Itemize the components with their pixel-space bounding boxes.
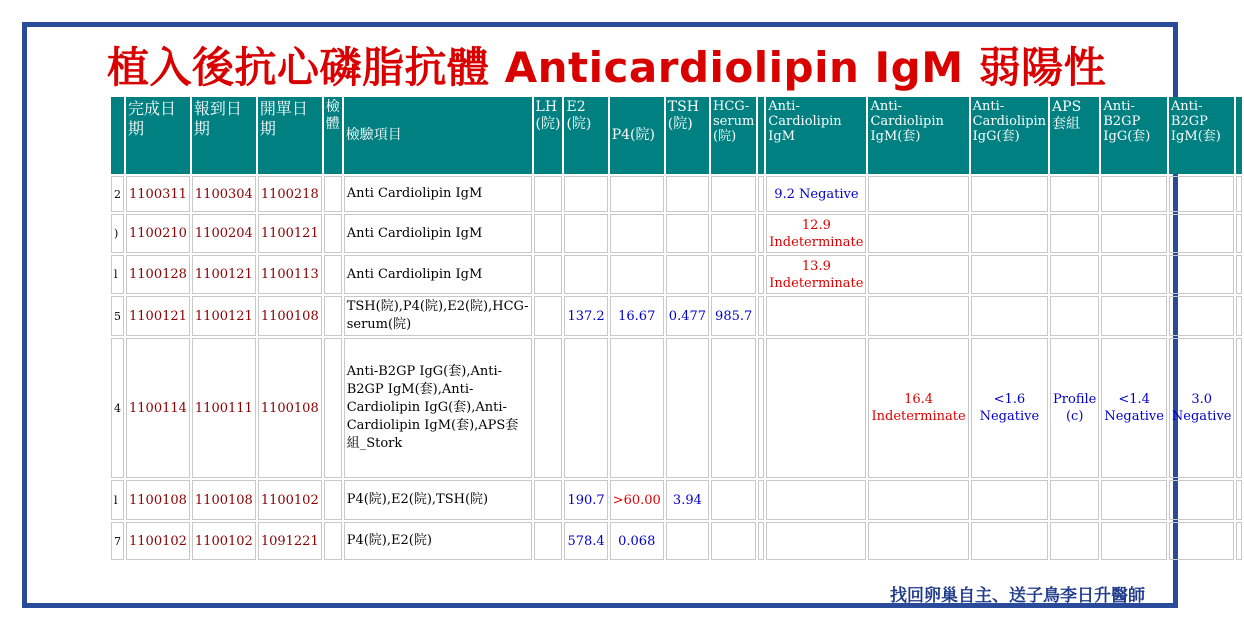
table-row[interactable] [111, 480, 1242, 520]
tsh-cell [666, 214, 709, 253]
row-cut-cell: ) [111, 214, 124, 253]
done-date-cell: 1100210 [126, 214, 190, 253]
b2gp-igg-cell [1101, 176, 1167, 212]
e2-cell: 578.4 [564, 522, 607, 560]
table-row[interactable] [111, 176, 1242, 212]
acl-igg-set-cell [971, 522, 1048, 560]
table-row[interactable] [111, 296, 1242, 336]
b2gp-igg-cell [1101, 480, 1167, 520]
lh-cell [534, 522, 563, 560]
acl-igm-set-cell [868, 296, 968, 336]
order-date-cell: 1100108 [258, 338, 322, 478]
acl-igg-set-cell [971, 480, 1048, 520]
hcg-cell [711, 480, 756, 520]
e2-cell: 190.7 [564, 480, 607, 520]
lh-cell [534, 338, 563, 478]
specimen-cell [324, 176, 342, 212]
acl-igm-set-cell [868, 522, 968, 560]
specimen-cell [324, 255, 342, 294]
report-date-cell: 1100121 [192, 255, 256, 294]
order-date-cell: 1100218 [258, 176, 322, 212]
acl-igg-set-cell [971, 255, 1048, 294]
lh-cell [534, 480, 563, 520]
done-date-cell: 1100121 [126, 296, 190, 336]
acl-igm-set-cell [868, 176, 968, 212]
hcg-cell [711, 214, 756, 253]
acl-igm-cell: 13.9 Indeterminate [766, 255, 866, 294]
tsh-cell [666, 522, 709, 560]
b2gp-igg-cell [1101, 255, 1167, 294]
e2-cell [564, 338, 607, 478]
row-cut-cell: 2 [111, 176, 124, 212]
specimen-cell [324, 296, 342, 336]
e2-cell [564, 214, 607, 253]
report-date-cell: 1100204 [192, 214, 256, 253]
edge-cell [1236, 522, 1242, 560]
b2gp-igg-cell [1101, 214, 1167, 253]
header-cut-col [758, 97, 764, 174]
p4-cell: 16.67 [610, 296, 664, 336]
b2gp-igm-cell: 3.0 Negative [1169, 338, 1235, 478]
cut-col-cell [758, 176, 764, 212]
page-title: 植入後抗心磷脂抗體 Anticardiolipin IgM 弱陽性 [107, 43, 1107, 92]
test-item-cell: P4(院),E2(院) [344, 522, 532, 560]
header-edge [1236, 97, 1242, 174]
p4-cell: >60.00 [610, 480, 664, 520]
b2gp-igg-cell: <1.4 Negative [1101, 338, 1167, 478]
hcg-cell [711, 338, 756, 478]
done-date-cell: 1100108 [126, 480, 190, 520]
cut-col-cell [758, 480, 764, 520]
specimen-cell [324, 480, 342, 520]
acl-igg-set-cell [971, 176, 1048, 212]
lh-cell [534, 255, 563, 294]
edge-cell [1236, 338, 1242, 478]
p4-cell: 0.068 [610, 522, 664, 560]
lab-results-table [109, 95, 1244, 562]
cut-col-cell [758, 296, 764, 336]
hcg-cell [711, 176, 756, 212]
p4-cell [610, 338, 664, 478]
aps-cell [1050, 296, 1099, 336]
lab-results-table-container [109, 95, 1232, 615]
table-row[interactable] [111, 214, 1242, 253]
aps-cell [1050, 176, 1099, 212]
acl-igm-cell: 9.2 Negative [766, 176, 866, 212]
header-acl-igm-set[interactable]: Anti-Cardiolipin IgM(套) [868, 97, 968, 174]
p4-cell [610, 176, 664, 212]
report-date-cell: 1100102 [192, 522, 256, 560]
e2-cell [564, 176, 607, 212]
e2-cell: 137.2 [564, 296, 607, 336]
table-row[interactable] [111, 522, 1242, 560]
header-acl-igg-set[interactable]: Anti-Cardiolipin IgG(套) [971, 97, 1048, 174]
table-header-row [111, 97, 1242, 174]
acl-igm-cell [766, 480, 866, 520]
edge-cell [1236, 176, 1242, 212]
b2gp-igg-cell [1101, 522, 1167, 560]
acl-igm-set-cell [868, 480, 968, 520]
done-date-cell: 1100102 [126, 522, 190, 560]
test-item-cell: Anti Cardiolipin IgM [344, 214, 532, 253]
row-cut-cell: l [111, 255, 124, 294]
header-aps[interactable]: APS 套組 [1050, 97, 1099, 174]
acl-igm-cell [766, 338, 866, 478]
test-item-cell: Anti Cardiolipin IgM [344, 176, 532, 212]
header-report-date[interactable]: 報到日期 [192, 97, 256, 174]
tsh-cell [666, 338, 709, 478]
report-date-cell: 1100108 [192, 480, 256, 520]
b2gp-igm-cell [1169, 214, 1235, 253]
acl-igg-set-cell: <1.6 Negative [971, 338, 1048, 478]
hcg-cell [711, 522, 756, 560]
edge-cell [1236, 480, 1242, 520]
cut-col-cell [758, 255, 764, 294]
tsh-cell [666, 176, 709, 212]
edge-cell [1236, 255, 1242, 294]
header-lh[interactable]: LH (院) [534, 97, 563, 174]
test-item-cell: Anti Cardiolipin IgM [344, 255, 532, 294]
report-date-cell: 1100304 [192, 176, 256, 212]
order-date-cell: 1100121 [258, 214, 322, 253]
header-hcg[interactable]: HCG-serum (院) [711, 97, 756, 174]
p4-cell [610, 214, 664, 253]
header-order-date[interactable]: 開單日期 [258, 97, 322, 174]
header-p4[interactable]: P4(院) [610, 97, 664, 174]
edge-cell [1236, 296, 1242, 336]
b2gp-igm-cell [1169, 176, 1235, 212]
order-date-cell: 1091221 [258, 522, 322, 560]
header-test-item[interactable]: 檢驗項目 [344, 97, 532, 174]
lh-cell [534, 176, 563, 212]
done-date-cell: 1100311 [126, 176, 190, 212]
test-item-cell: Anti-B2GP IgG(套),Anti-B2GP IgM(套),Anti-Cardiolipin IgG(套),Anti-Cardiolipin IgM(套),APS套組_Stork [344, 338, 532, 478]
cut-col-cell [758, 338, 764, 478]
row-cut-cell: 5 [111, 296, 124, 336]
report-date-cell: 1100111 [192, 338, 256, 478]
header-cut [111, 97, 124, 174]
table-row[interactable] [111, 338, 1242, 478]
b2gp-igg-cell [1101, 296, 1167, 336]
header-specimen[interactable]: 檢體 [324, 97, 342, 174]
aps-cell [1050, 214, 1099, 253]
b2gp-igm-cell [1169, 522, 1235, 560]
acl-igg-set-cell [971, 214, 1048, 253]
aps-cell [1050, 522, 1099, 560]
acl-igg-set-cell [971, 296, 1048, 336]
specimen-cell [324, 214, 342, 253]
edge-cell [1236, 214, 1242, 253]
p4-cell [610, 255, 664, 294]
acl-igm-cell: 12.9 Indeterminate [766, 214, 866, 253]
acl-igm-set-cell: 16.4 Indeterminate [868, 338, 968, 478]
cut-col-cell [758, 214, 764, 253]
header-tsh[interactable]: TSH (院) [666, 97, 709, 174]
order-date-cell: 1100113 [258, 255, 322, 294]
aps-cell: Profile (c) [1050, 338, 1099, 478]
specimen-cell [324, 522, 342, 560]
hcg-cell [711, 255, 756, 294]
acl-igm-cell [766, 522, 866, 560]
header-b2gp-igm[interactable]: Anti-B2GP IgM(套) [1169, 97, 1235, 174]
acl-igm-set-cell [868, 214, 968, 253]
table-row[interactable] [111, 255, 1242, 294]
hcg-cell: 985.7 [711, 296, 756, 336]
b2gp-igm-cell [1169, 296, 1235, 336]
header-acl-igm[interactable]: Anti-Cardiolipin IgM [766, 97, 866, 174]
b2gp-igm-cell [1169, 480, 1235, 520]
test-item-cell: P4(院),E2(院),TSH(院) [344, 480, 532, 520]
header-e2[interactable]: E2 (院) [564, 97, 607, 174]
order-date-cell: 1100102 [258, 480, 322, 520]
acl-igm-cell [766, 296, 866, 336]
watermark-text: 找回卵巢自主、送子鳥李日升醫師 [886, 585, 1149, 603]
lh-cell [534, 296, 563, 336]
done-date-cell: 1100114 [126, 338, 190, 478]
row-cut-cell: l [111, 480, 124, 520]
order-date-cell: 1100108 [258, 296, 322, 336]
tsh-cell [666, 255, 709, 294]
header-done-date[interactable]: 完成日期 [126, 97, 190, 174]
image-frame [22, 22, 1232, 608]
specimen-cell [324, 338, 342, 478]
tsh-cell: 3.94 [666, 480, 709, 520]
row-cut-cell: 4 [111, 338, 124, 478]
acl-igm-set-cell [868, 255, 968, 294]
done-date-cell: 1100128 [126, 255, 190, 294]
b2gp-igm-cell [1169, 255, 1235, 294]
e2-cell [564, 255, 607, 294]
aps-cell [1050, 255, 1099, 294]
test-item-cell: TSH(院),P4(院),E2(院),HCG-serum(院) [344, 296, 532, 336]
cut-col-cell [758, 522, 764, 560]
tsh-cell: 0.477 [666, 296, 709, 336]
row-cut-cell: 7 [111, 522, 124, 560]
lh-cell [534, 214, 563, 253]
report-date-cell: 1100121 [192, 296, 256, 336]
header-b2gp-igg[interactable]: Anti-B2GP IgG(套) [1101, 97, 1167, 174]
aps-cell [1050, 480, 1099, 520]
